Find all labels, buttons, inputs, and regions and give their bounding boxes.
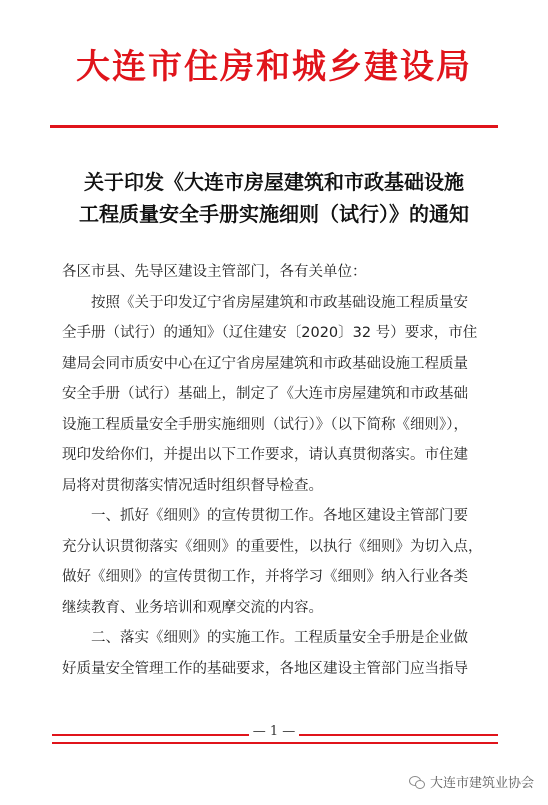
paragraph-line: 建局会同市质安中心在辽宁省房屋建筑和市政基础设施工程质量 <box>62 355 468 372</box>
page-number-text: — 1 — <box>249 724 300 739</box>
watermark-text: 大连市建筑业协会 <box>429 776 534 791</box>
paragraph-line: 一、抓好《细则》的宣传贯彻工作。各地区建设主管部门要 <box>91 508 468 524</box>
paragraph-line: 二、落实《细则》的实施工作。工程质量安全手册是企业做 <box>91 630 468 646</box>
document-title-line-1: 关于印发《大连市房屋建筑和市政基础设施 <box>84 170 464 194</box>
paragraph-line: 充分认识贯彻落实《细则》的重要性，以执行《细则》为切入点， <box>62 538 483 555</box>
watermark <box>409 772 534 791</box>
letterhead-title: 大连市住房和城乡建设局 <box>76 47 472 87</box>
document-title-line-2: 工程质量安全手册实施细则（试行）》的通知 <box>79 202 469 226</box>
letterhead-divider <box>50 125 498 128</box>
page-number <box>0 722 548 742</box>
paragraph-line: 现印发给你们，并提出以下工作要求，请认真贯彻落实。市住建 <box>62 447 468 463</box>
document-body <box>62 257 502 684</box>
footer-divider-bottom <box>52 742 498 744</box>
paragraph-line: 做好《细则》的宣传贯彻工作，并将学习《细则》纳入行业各类 <box>62 569 468 585</box>
addressee: 各区市县、先导区建设主管部门，各有关单位： <box>62 264 367 280</box>
paragraph-line: 设施工程质量安全手册实施细则（试行）》（以下简称《细则》）， <box>62 416 468 433</box>
paragraph-line: 全手册（试行）的通知》（辽住建安〔2020〕32 号）要求，市住 <box>62 325 478 341</box>
paragraph-line: 好质量安全管理工作的基础要求，各地区建设主管部门应当指导 <box>62 660 468 677</box>
paragraph-line: 继续教育、业务培训和观摩交流的内容。 <box>62 599 323 616</box>
paragraph-line: 局将对贯彻落实情况适时组织督导检查。 <box>62 477 323 494</box>
wechat-icon <box>409 775 425 789</box>
paragraph-line: 按照《关于印发辽宁省房屋建筑和市政基础设施工程质量安 <box>91 294 468 311</box>
paragraph-line: 安全手册（试行）基础上，制定了《大连市房屋建筑和市政基础 <box>62 386 468 402</box>
